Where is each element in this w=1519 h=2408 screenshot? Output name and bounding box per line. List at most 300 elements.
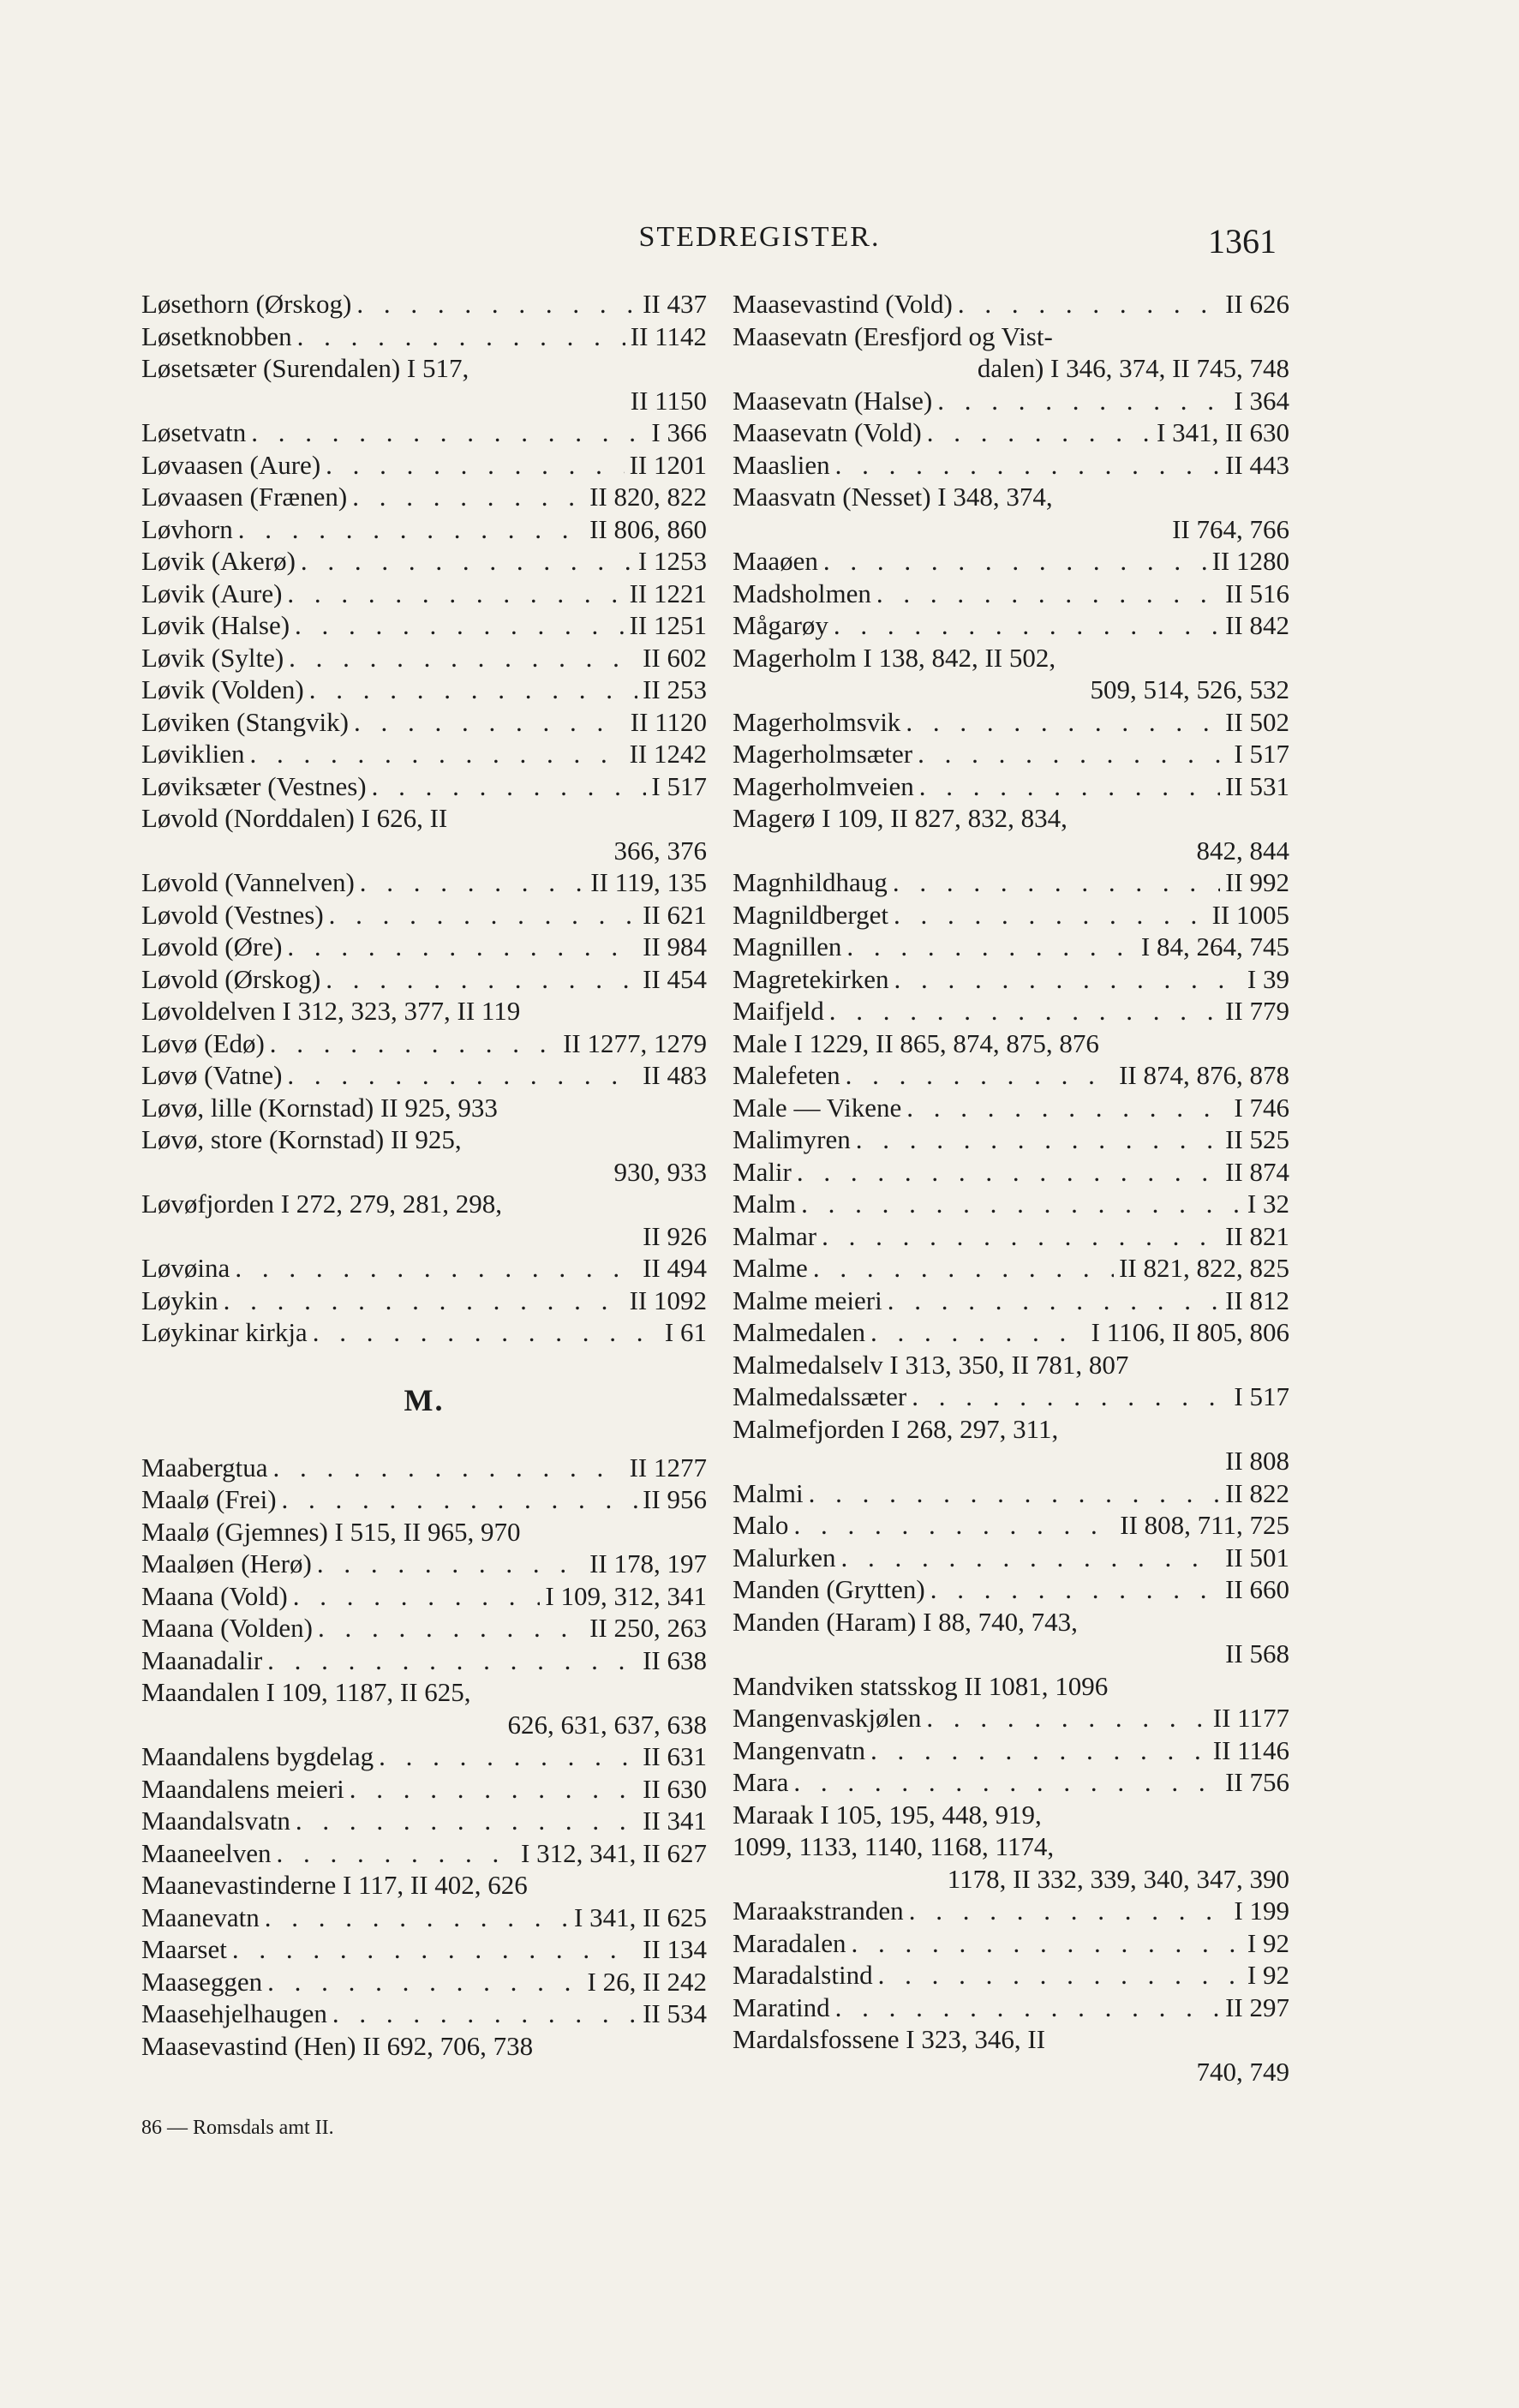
entry-name: Magnillen bbox=[733, 931, 842, 961]
entry-ref: II 874 bbox=[1225, 1156, 1289, 1187]
entry-ref: II 820, 822 bbox=[589, 482, 707, 512]
index-entry bbox=[141, 706, 707, 739]
leader-dots bbox=[900, 706, 1220, 739]
leader-dots bbox=[324, 899, 637, 931]
entry-name: Løvold (Øre) bbox=[141, 931, 283, 961]
index-entry-text: Maalø (Gjemnes) I 515, II 965, 970 bbox=[141, 1516, 521, 1547]
leader-dots bbox=[230, 1252, 637, 1285]
entry-ref: I 517 bbox=[1234, 739, 1289, 769]
leader-dots bbox=[351, 288, 637, 320]
leader-dots bbox=[312, 1548, 584, 1580]
entry-name: Maabergtua bbox=[141, 1452, 268, 1483]
index-entry bbox=[733, 1477, 1289, 1510]
entry-continuation: 740, 749 bbox=[1196, 2056, 1289, 2087]
leader-dots bbox=[888, 963, 1241, 996]
entry-ref: II 822 bbox=[1225, 1477, 1289, 1508]
index-entry-text: Magerø I 109, II 827, 832, 834, bbox=[733, 803, 1067, 833]
index-entry bbox=[733, 1542, 1289, 1574]
entry-name: Maana (Vold) bbox=[141, 1580, 288, 1611]
entry-ref: II 842 bbox=[1225, 610, 1289, 640]
entry-name: Løvik (Aure) bbox=[141, 578, 283, 608]
entry-ref: II 1221 bbox=[629, 578, 707, 608]
index-entry bbox=[141, 1059, 707, 1092]
leader-dots bbox=[932, 385, 1229, 417]
entry-ref: II 297 bbox=[1225, 1992, 1289, 2022]
entry-ref: I 746 bbox=[1234, 1092, 1289, 1123]
entry-ref: II 660 bbox=[1225, 1574, 1289, 1604]
entry-name: Malefeten bbox=[733, 1060, 840, 1090]
index-entry bbox=[141, 1933, 707, 1966]
leader-dots bbox=[912, 738, 1229, 770]
entry-ref: II 1177 bbox=[1212, 1703, 1289, 1733]
entry-name: Magnildberget bbox=[733, 899, 888, 930]
entry-ref: II 1277 bbox=[629, 1452, 707, 1483]
index-entry-text: Malmedalselv I 313, 350, II 781, 807 bbox=[733, 1349, 1129, 1380]
entry-name: Maarset bbox=[141, 1934, 227, 1964]
entry-ref: II 621 bbox=[643, 899, 707, 930]
entry-name: Løykinar kirkja bbox=[141, 1317, 308, 1347]
leader-dots bbox=[865, 1316, 1086, 1349]
leader-dots bbox=[296, 545, 633, 578]
entry-ref: II 1146 bbox=[1212, 1734, 1289, 1765]
entry-name: Løvold (Vannelven) bbox=[141, 867, 355, 897]
index-entry bbox=[733, 866, 1289, 899]
leader-dots bbox=[218, 1285, 625, 1317]
entry-name: Løviken (Stangvik) bbox=[141, 706, 349, 737]
leader-dots bbox=[830, 1992, 1220, 2024]
entry-ref: II 626 bbox=[1225, 289, 1289, 319]
leader-dots bbox=[888, 866, 1220, 899]
entry-ref: II 341 bbox=[643, 1806, 707, 1836]
leader-dots bbox=[953, 288, 1220, 320]
index-entry bbox=[141, 1644, 707, 1677]
index-entry bbox=[733, 995, 1289, 1027]
index-entry bbox=[141, 1483, 707, 1516]
index-entry-text: Mandviken statsskog II 1081, 1096 bbox=[733, 1670, 1109, 1701]
leader-dots bbox=[262, 1966, 582, 1998]
right-entries bbox=[733, 288, 1289, 2088]
entry-ref: I 517 bbox=[651, 770, 707, 801]
entry-ref: II 806, 860 bbox=[589, 513, 707, 544]
index-entry-text: Magerholm I 138, 842, II 502, bbox=[733, 642, 1056, 673]
index-entry bbox=[733, 1188, 1289, 1220]
entry-continuation: 1178, II 332, 339, 340, 347, 390 bbox=[947, 1863, 1289, 1894]
entry-name: Løsetvatn bbox=[141, 417, 247, 447]
index-entry bbox=[733, 1092, 1289, 1124]
index-entry bbox=[733, 1766, 1289, 1799]
entry-ref: II 483 bbox=[643, 1060, 707, 1090]
leader-dots bbox=[355, 866, 585, 899]
index-entry bbox=[141, 513, 707, 546]
leader-dots bbox=[262, 1644, 637, 1677]
entry-name: Løvø (Vatne) bbox=[141, 1060, 283, 1090]
entry-name: Maasevastind (Vold) bbox=[733, 289, 953, 319]
leader-dots bbox=[290, 1805, 637, 1837]
leader-dots bbox=[873, 1959, 1242, 1992]
entry-name: Magerholmveien bbox=[733, 770, 914, 801]
entry-ref: I 32 bbox=[1247, 1189, 1289, 1219]
leader-dots bbox=[796, 1188, 1242, 1220]
entry-ref: II 494 bbox=[643, 1253, 707, 1283]
leader-dots bbox=[245, 738, 625, 770]
entry-name: Malmedalen bbox=[733, 1317, 865, 1347]
entry-name: Male — Vikene bbox=[733, 1092, 902, 1123]
entry-name: Maana (Volden) bbox=[141, 1613, 314, 1643]
index-entry bbox=[141, 1252, 707, 1285]
entry-name: Mangenvaskjølen bbox=[733, 1703, 922, 1733]
leader-dots bbox=[304, 674, 637, 706]
entry-ref: I 366 bbox=[651, 417, 707, 447]
entry-ref: I 61 bbox=[664, 1317, 707, 1347]
index-entry bbox=[733, 1252, 1289, 1285]
index-entry bbox=[141, 1316, 707, 1349]
entry-name: Malmar bbox=[733, 1220, 817, 1251]
leader-dots bbox=[284, 642, 637, 674]
entry-continuation: II 764, 766 bbox=[1172, 513, 1289, 544]
index-entry bbox=[733, 545, 1289, 578]
index-entry bbox=[141, 1966, 707, 1998]
entry-name: Maradalen bbox=[733, 1927, 846, 1958]
entry-ref: II 1201 bbox=[629, 449, 707, 480]
index-entry bbox=[141, 963, 707, 996]
index-entry bbox=[733, 770, 1289, 803]
entry-name: Malmi bbox=[733, 1477, 804, 1508]
entry-name: Maaøen bbox=[733, 546, 818, 576]
entry-ref: II 992 bbox=[1225, 867, 1289, 897]
entry-name: Maratind bbox=[733, 1992, 830, 2022]
entry-ref: II 516 bbox=[1225, 578, 1289, 608]
entry-name: Løvold (Vestnes) bbox=[141, 899, 324, 930]
entry-name: Løviksæter (Vestnes) bbox=[141, 770, 367, 801]
entry-name: Malme meieri bbox=[733, 1285, 882, 1315]
leader-dots bbox=[788, 1509, 1115, 1542]
entry-name: Løvø (Edø) bbox=[141, 1027, 265, 1058]
entry-name: Magretekirken bbox=[733, 963, 889, 994]
entry-name: Malo bbox=[733, 1510, 789, 1540]
entry-name: Løvik (Volden) bbox=[141, 674, 304, 704]
index-entry bbox=[733, 288, 1289, 320]
leader-dots bbox=[344, 1773, 637, 1806]
index-entry bbox=[733, 1959, 1289, 1992]
entry-name: Løvik (Halse) bbox=[141, 610, 290, 640]
leader-dots bbox=[904, 1895, 1229, 1927]
entry-ref: II 1251 bbox=[629, 610, 707, 640]
leader-dots bbox=[901, 1092, 1229, 1124]
index-entry bbox=[141, 1027, 707, 1060]
index-entry bbox=[733, 1509, 1289, 1542]
entry-name: Løvik (Sylte) bbox=[141, 642, 284, 673]
entry-ref: II 779 bbox=[1225, 996, 1289, 1026]
index-entry-text: Manden (Haram) I 88, 740, 743, bbox=[733, 1606, 1078, 1637]
entry-name: Malme bbox=[733, 1253, 808, 1283]
entry-ref: I 517 bbox=[1234, 1381, 1289, 1411]
leader-dots bbox=[320, 449, 624, 482]
entry-ref: II 630 bbox=[643, 1773, 707, 1804]
index-entry-text: Maanevastinderne I 117, II 402, 626 bbox=[141, 1870, 528, 1900]
entry-ref: II 531 bbox=[1225, 770, 1289, 801]
entry-ref: I 1253 bbox=[637, 546, 707, 576]
index-entry bbox=[733, 1381, 1289, 1413]
index-entry bbox=[733, 706, 1289, 739]
leader-dots bbox=[246, 416, 646, 449]
index-entry bbox=[141, 1773, 707, 1806]
entry-continuation: 930, 933 bbox=[613, 1156, 707, 1187]
index-entry bbox=[141, 609, 707, 642]
entry-name: Malimyren bbox=[733, 1124, 851, 1154]
entry-ref: II 808, 711, 725 bbox=[1120, 1510, 1289, 1540]
entry-name: Løsetknobben bbox=[141, 320, 292, 351]
leader-dots bbox=[788, 1766, 1220, 1799]
entry-ref: II 1142 bbox=[630, 320, 707, 351]
page-header-title: STEDREGISTER. bbox=[638, 221, 881, 253]
index-entry bbox=[141, 1998, 707, 2030]
index-entry bbox=[733, 1220, 1289, 1253]
index-entry-text: Løvø, store (Kornstad) II 925, bbox=[141, 1124, 462, 1154]
index-entry bbox=[141, 481, 707, 513]
entry-name: Maasehjelhaugen bbox=[141, 1998, 327, 2028]
entry-name: Maraakstranden bbox=[733, 1896, 904, 1926]
index-entry bbox=[141, 642, 707, 674]
right-column bbox=[733, 288, 1289, 2088]
section-letter-m: M. bbox=[404, 1382, 445, 1417]
entry-continuation: 626, 631, 637, 638 bbox=[507, 1709, 707, 1740]
entry-ref: II 1092 bbox=[629, 1285, 707, 1315]
leader-dots bbox=[846, 1927, 1242, 1960]
leader-dots bbox=[277, 1483, 638, 1516]
index-entry bbox=[733, 738, 1289, 770]
index-entry bbox=[733, 578, 1289, 610]
leader-dots bbox=[824, 995, 1220, 1027]
entry-name: Maaneelven bbox=[141, 1837, 272, 1868]
index-entry bbox=[141, 578, 707, 610]
entry-ref: I 364 bbox=[1234, 385, 1289, 416]
entry-ref: II 534 bbox=[643, 1998, 707, 2028]
entry-name: Mara bbox=[733, 1767, 789, 1797]
index-entry bbox=[141, 320, 707, 353]
index-entry bbox=[733, 1059, 1289, 1092]
entry-name: Maradalstind bbox=[733, 1960, 873, 1990]
index-entry bbox=[141, 1580, 707, 1613]
entry-continuation: 366, 376 bbox=[613, 835, 707, 866]
leader-dots bbox=[367, 770, 647, 803]
index-entry-text: Maasevastind (Hen) II 692, 706, 738 bbox=[141, 2030, 534, 2061]
entry-name: Maifjeld bbox=[733, 996, 824, 1026]
index-entry-text: Malmefjorden I 268, 297, 311, bbox=[733, 1413, 1059, 1444]
entry-ref: II 1277, 1279 bbox=[563, 1027, 707, 1058]
leader-dots bbox=[260, 1902, 569, 1934]
index-entry bbox=[141, 866, 707, 899]
left-column bbox=[141, 288, 707, 2062]
index-entry-text: Maraak I 105, 195, 448, 919, bbox=[733, 1799, 1042, 1830]
index-entry bbox=[733, 1927, 1289, 1960]
index-entry bbox=[141, 674, 707, 706]
entry-ref: II 250, 263 bbox=[589, 1613, 707, 1643]
entry-name: Maanevatn bbox=[141, 1902, 260, 1932]
index-entry-text: Maandalen I 109, 1187, II 625, bbox=[141, 1677, 471, 1707]
entry-ref: II 956 bbox=[643, 1484, 707, 1514]
index-entry bbox=[733, 449, 1289, 482]
entry-name: Malurken bbox=[733, 1542, 836, 1572]
left-entries-l bbox=[141, 288, 707, 1349]
entry-name: Maaløen (Herø) bbox=[141, 1548, 312, 1578]
index-entry bbox=[733, 609, 1289, 642]
entry-ref: II 631 bbox=[643, 1741, 707, 1771]
entry-ref: I 92 bbox=[1247, 1960, 1289, 1990]
entry-name: Magnhildhaug bbox=[733, 867, 888, 897]
index-entry bbox=[733, 963, 1289, 996]
leader-dots bbox=[816, 1220, 1220, 1253]
index-entry-text: Maasevatn (Eresfjord og Vist- bbox=[733, 320, 1053, 351]
entry-name: Løvaasen (Frænen) bbox=[141, 482, 348, 512]
index-entry bbox=[733, 1123, 1289, 1156]
entry-ref: I 341, II 625 bbox=[574, 1902, 707, 1932]
leader-dots bbox=[818, 545, 1207, 578]
index-entry bbox=[733, 416, 1289, 449]
leader-dots bbox=[308, 1316, 660, 1349]
left-entries-m bbox=[141, 1452, 707, 2063]
entry-ref: II 437 bbox=[643, 289, 707, 319]
index-entry bbox=[141, 1452, 707, 1484]
index-entry bbox=[141, 1837, 707, 1870]
index-entry bbox=[141, 738, 707, 770]
entry-ref: II 756 bbox=[1225, 1767, 1289, 1797]
leader-dots bbox=[921, 1702, 1207, 1734]
leader-dots bbox=[292, 320, 625, 353]
leader-dots bbox=[925, 1573, 1220, 1606]
entry-ref: II 821 bbox=[1225, 1220, 1289, 1251]
index-entry bbox=[733, 1702, 1289, 1734]
entry-ref: I 312, 341, II 627 bbox=[521, 1837, 707, 1868]
index-entry bbox=[733, 1156, 1289, 1189]
entry-name: Løvold (Ørskog) bbox=[141, 963, 321, 994]
entry-ref: I 1106, II 805, 806 bbox=[1091, 1317, 1289, 1347]
leader-dots bbox=[841, 931, 1136, 963]
leader-dots bbox=[282, 931, 637, 963]
entry-ref: I 26, II 242 bbox=[587, 1966, 707, 1997]
index-entry-text: Løvøfjorden I 272, 279, 281, 298, bbox=[141, 1189, 503, 1219]
index-entry-text: Løvø, lille (Kornstad) II 925, 933 bbox=[141, 1092, 498, 1123]
index-entry bbox=[141, 1548, 707, 1580]
entry-ref: II 443 bbox=[1225, 449, 1289, 480]
index-entry-text: Løsetsæter (Surendalen) I 517, bbox=[141, 353, 469, 383]
entry-ref: I 109, 312, 341 bbox=[545, 1580, 707, 1611]
leader-dots bbox=[828, 609, 1220, 642]
index-entry bbox=[733, 899, 1289, 931]
entry-name: Madsholmen bbox=[733, 578, 871, 608]
index-entry bbox=[141, 899, 707, 931]
entry-name: Løvøina bbox=[141, 1253, 230, 1283]
entry-ref: II 874, 876, 878 bbox=[1119, 1060, 1289, 1090]
leader-dots bbox=[914, 770, 1220, 803]
leader-dots bbox=[349, 706, 625, 739]
leader-dots bbox=[851, 1123, 1220, 1156]
leader-dots bbox=[840, 1059, 1114, 1092]
entry-ref: II 1120 bbox=[630, 706, 707, 737]
entry-ref: II 1242 bbox=[629, 739, 707, 769]
index-entry bbox=[141, 770, 707, 803]
entry-name: Maandalsvatn bbox=[141, 1806, 290, 1836]
index-entry-text: Løvoldelven I 312, 323, 377, II 119 bbox=[141, 996, 521, 1026]
index-entry bbox=[141, 931, 707, 963]
entry-continuation: II 568 bbox=[1225, 1638, 1289, 1668]
entry-name: Maandalens meieri bbox=[141, 1773, 344, 1804]
leader-dots bbox=[282, 578, 624, 610]
page-number: 1361 bbox=[1208, 222, 1277, 261]
entry-ref: I 341, II 630 bbox=[1157, 417, 1289, 447]
entry-name: Maandalens bygdelag bbox=[141, 1741, 374, 1771]
entry-continuation: II 926 bbox=[643, 1220, 707, 1251]
leader-dots bbox=[313, 1612, 584, 1644]
leader-dots bbox=[267, 1452, 624, 1484]
entry-ref: II 984 bbox=[643, 931, 707, 961]
entry-ref: I 92 bbox=[1247, 1927, 1289, 1958]
entry-name: Løviklien bbox=[141, 739, 245, 769]
entry-ref: II 501 bbox=[1225, 1542, 1289, 1572]
footer-note: 86 — Romsdals amt II. bbox=[141, 2117, 334, 2139]
entry-name: Maanadalir bbox=[141, 1644, 263, 1675]
leader-dots bbox=[282, 1059, 637, 1092]
entry-name: Malir bbox=[733, 1156, 792, 1187]
index-entry bbox=[141, 416, 707, 449]
leader-dots bbox=[808, 1252, 1114, 1285]
entry-name: Løvik (Akerø) bbox=[141, 546, 296, 576]
index-entry bbox=[141, 449, 707, 482]
leader-dots bbox=[792, 1156, 1220, 1189]
entry-name: Magerholmsæter bbox=[733, 739, 913, 769]
entry-name: Løsethorn (Ørskog) bbox=[141, 289, 352, 319]
index-entry bbox=[733, 385, 1289, 417]
entry-ref: II 525 bbox=[1225, 1124, 1289, 1154]
index-entry bbox=[733, 1285, 1289, 1317]
index-entry bbox=[733, 1316, 1289, 1349]
entry-ref: I 39 bbox=[1247, 963, 1289, 994]
leader-dots bbox=[265, 1027, 558, 1060]
index-entry bbox=[141, 1902, 707, 1934]
leader-dots bbox=[906, 1381, 1229, 1413]
entry-name: Magerholmsvik bbox=[733, 706, 901, 737]
entry-ref: II 821, 822, 825 bbox=[1119, 1253, 1289, 1283]
leader-dots bbox=[830, 449, 1220, 482]
index-entry bbox=[141, 1612, 707, 1644]
entry-name: Løykin bbox=[141, 1285, 218, 1315]
index-entry-text: Male I 1229, II 865, 874, 875, 876 bbox=[733, 1027, 1099, 1058]
leader-dots bbox=[836, 1542, 1221, 1574]
index-entry bbox=[141, 545, 707, 578]
entry-ref: II 253 bbox=[643, 674, 707, 704]
entry-name: Manden (Grytten) bbox=[733, 1574, 925, 1604]
index-entry bbox=[733, 931, 1289, 963]
entry-continuation: dalen) I 346, 374, II 745, 748 bbox=[977, 353, 1289, 383]
leader-dots bbox=[804, 1477, 1220, 1510]
leader-dots bbox=[374, 1740, 637, 1773]
index-entry bbox=[141, 1285, 707, 1317]
leader-dots bbox=[882, 1285, 1220, 1317]
entry-continuation: 842, 844 bbox=[1196, 835, 1289, 866]
entry-ref: II 1280 bbox=[1211, 546, 1289, 576]
leader-dots bbox=[290, 609, 625, 642]
leader-dots bbox=[288, 1580, 541, 1613]
entry-ref: II 812 bbox=[1225, 1285, 1289, 1315]
leader-dots bbox=[320, 963, 637, 996]
index-entry bbox=[141, 288, 707, 320]
entry-ref: I 84, 264, 745 bbox=[1140, 931, 1289, 961]
entry-name: Maalø (Frei) bbox=[141, 1484, 277, 1514]
entry-name: Løvaasen (Aure) bbox=[141, 449, 321, 480]
entry-name: Maasevatn (Vold) bbox=[733, 417, 922, 447]
leader-dots bbox=[865, 1734, 1208, 1767]
entry-ref: II 502 bbox=[1225, 706, 1289, 737]
index-entry-text: Løvold (Norddalen) I 626, II bbox=[141, 803, 448, 833]
